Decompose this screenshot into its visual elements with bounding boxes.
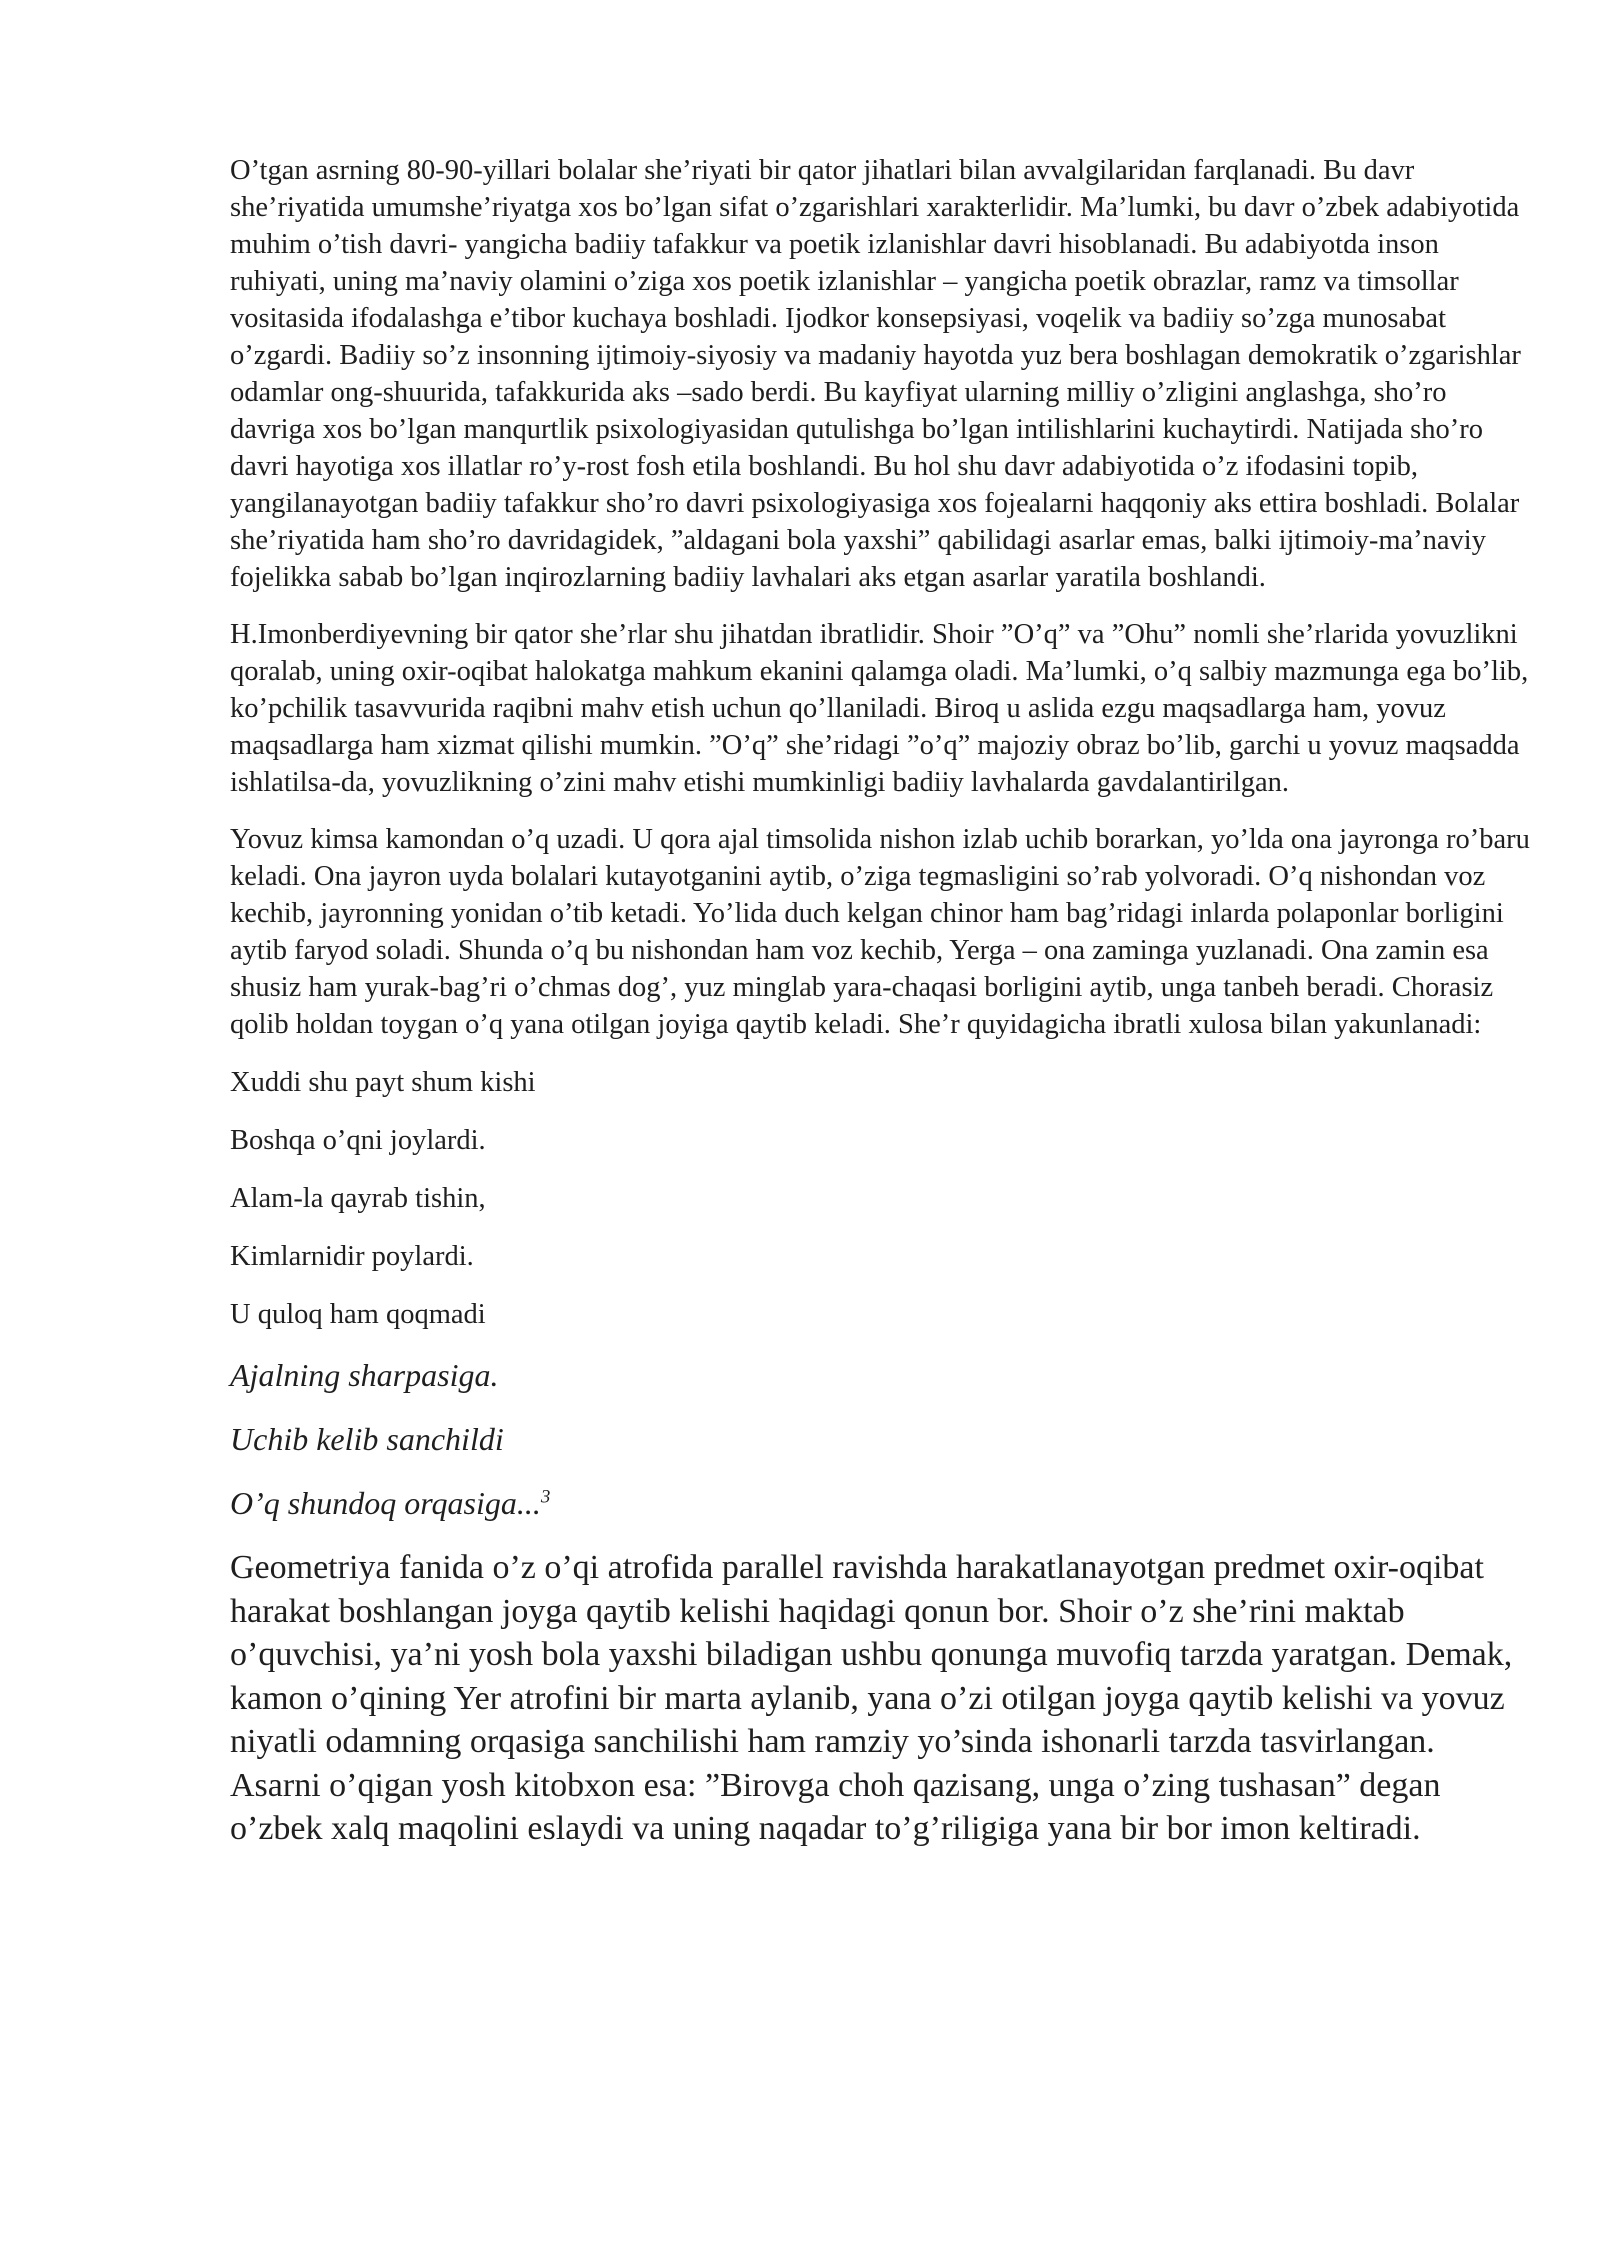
poem-excerpt	[230, 1064, 1530, 1524]
paragraph-geometry: Geometriya fanida o’z o’qi atrofida parallel ravishda harakatlanayotgan predmet oxir-oqibat harakat boshlangan joyga qaytib kelishi haqidagi qonun bor. Shoir o’z she’rini maktab o’quvchisi, ya’ni yosh bola yaxshi biladigan ushbu qonunga muvofiq tarzda yaratgan. Demak, kamon o’qining Yer atrofini bir marta aylanib, yana o’zi otilgan joyga qaytib kelishi va yovuz niyatli odamning orqasiga sanchilishi ham ramziy yo’sinda ishonarli tarzda tasvirlangan. Asarni o’qigan yosh kitobxon esa: ”Birovga choh qazisang, unga o’zing tushasan” degan o’zbek xalq maqolini eslaydi va uning naqadar to’g’riligiga yana bir bor imon keltiradi.	[230, 1549, 1513, 1847]
verse-line-italic: Uchib kelib sanchildi	[230, 1421, 504, 1457]
verse-line: U quloq ham qoqmadi	[230, 1299, 486, 1330]
paragraph-imonberdiyev: H.Imonberdiyevning bir qator she’rlar shu jihatdan ibratlidir. Shoir ”O’q” va ”Ohu” nomli she’rlarida yovuzlikni qoralab, uning oxir-oqibat halokatga mahkum ekanini qalamga oladi. Ma’lumki, o’q salbiy mazmunga ega bo’lib, ko’pchilik tasavvurida raqibni mahv etish uchun qo’llaniladi. Biroq u aslida ezgu maqsadlarga ham, yovuz maqsadlarga ham xizmat qilishi mumkin. ”O’q” she’ridagi ”o’q” majoziy obraz bo’lib, garchi u yovuz maqsadda ishlatilsa-da, yovuzlikning o’zini mahv etishi mumkinligi badiiy lavhalarda gavdalantirilgan.	[230, 619, 1529, 798]
verse-line-italic: Ajalning sharpasiga.	[230, 1357, 499, 1393]
verse-line: Boshqa o’qni joylardi.	[230, 1125, 486, 1156]
paragraph-poem-summary: Yovuz kimsa kamondan o’q uzadi. U qora ajal timsolida nishon izlab uchib borarkan, yo’lda ona jayronga ro’baru keladi. Ona jayron uyda bolalari kutayotganini aytib, o’ziga tegmasligini so’rab yolvoradi. O’q nishondan voz kechib, jayronning yonidan o’tib ketadi. Yo’lida duch kelgan chinor ham bag’ridagi inlarda polaponlar borligini aytib faryod soladi. Shunda o’q bu nishondan ham voz kechib, Yerga – ona zaminga yuzlanadi. Ona zamin esa shusiz ham yurak-bag’ri o’chmas dog’, yuz minglab yara-chaqasi borligini aytib, unga tanbeh beradi. Chorasiz qolib holdan toygan o’q yana otilgan joyiga qaytib keladi. She’r quyidagicha ibratli xulosa bilan yakunlanadi:	[230, 824, 1530, 1040]
footnote-reference[interactable]: 3	[540, 1486, 551, 1508]
verse-line-italic	[230, 1482, 1530, 1524]
verse-line-text: O’q shundoq orqasiga...	[230, 1485, 541, 1521]
paragraph-intro: O’tgan asrning 80-90-yillari bolalar she’riyati bir qator jihatlari bilan avvalgilaridan farqlanadi. Bu davr she’riyatida umumshe’riyatga xos bo’lgan sifat o’zgarishlari xarakterlidir. Ma’lumki, bu davr o’zbek adabiyotida muhim o’tish davri- yangicha badiiy tafakkur va poetik izlanishlar davri hisoblanadi. Bu adabiyotda inson ruhiyati, uning ma’naviy olamini o’ziga xos poetik izlanishlar – yangicha poetik obrazlar, ramz va timsollar vositasida ifodalashga e’tibor kuchaya boshladi. Ijodkor konsepsiyasi, voqelik va badiiy so’zga munosabat o’zgardi. Badiiy so’z insonning ijtimoiy-siyosiy va madaniy hayotda yuz bera boshlagan demokratik o’zgarishlar odamlar ong-shuurida, tafakkurida aks –sado berdi. Bu kayfiyat ularning milliy o’zligini anglashga, sho’ro davriga xos bo’lgan manqurtlik psixologiyasidan qutulishga bo’lgan intilishlarini kuchaytirdi. Natijada sho’ro davri hayotiga xos illatlar ro’y-rost fosh etila boshlandi. Bu hol shu davr adabiyotida o’z ifodasini topib, yangilanayotgan badiiy tafakkur sho’ro davri psixologiyasiga xos fojealarni haqqoniy aks ettira boshladi. Bolalar she’riyatida ham sho’ro davridagidek, ”aldagani bola yaxshi” qabilidagi asarlar emas, balki ijtimoiy-ma’naviy fojelikka sabab bo’lgan inqirozlarning badiiy lavhalari aks etgan asarlar yaratila boshlandi.	[230, 155, 1521, 593]
verse-line: Alam-la qayrab tishin,	[230, 1183, 486, 1214]
verse-line: Xuddi shu payt shum kishi	[230, 1067, 536, 1098]
verse-line: Kimlarnidir poylardi.	[230, 1241, 474, 1272]
document-body	[230, 152, 1530, 1851]
